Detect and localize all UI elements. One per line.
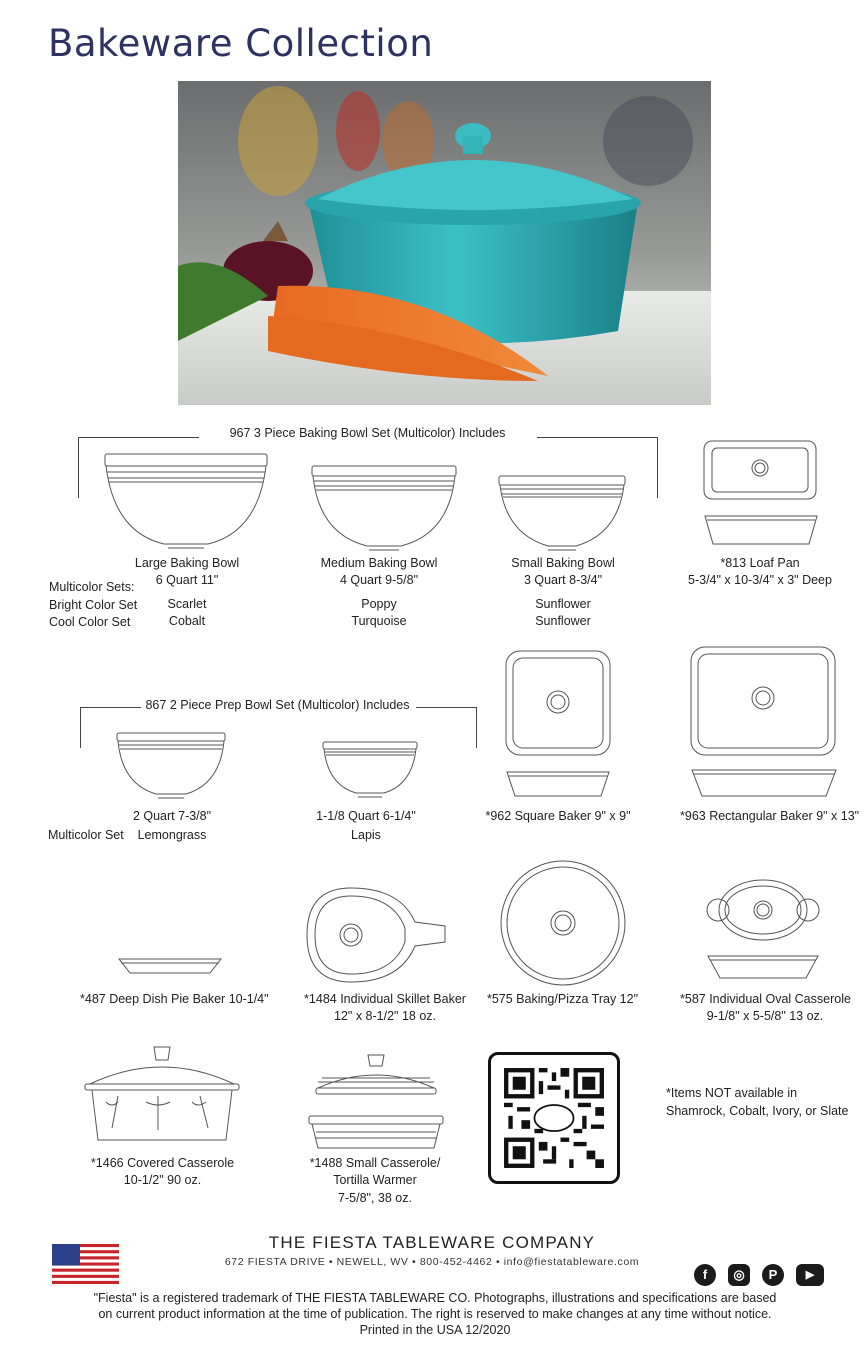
pizza-tray-drawing	[500, 860, 626, 986]
prep-1qt-size: 1-1/8 Quart 6-1/4"	[316, 809, 416, 823]
small-bowl-cool: Sunflower	[535, 614, 591, 628]
youtube-icon[interactable]: ▶	[796, 1264, 824, 1286]
small-bowl-size: 3 Quart 8-3/4"	[523, 573, 603, 587]
skillet-baker-drawing	[305, 884, 445, 986]
product-photo	[178, 81, 711, 405]
prep-1qt-color: Lapis	[351, 828, 381, 842]
oval-casserole-name: *587 Individual Oval Casserole	[680, 992, 851, 1006]
prep-bowl-2qt-drawing	[116, 732, 226, 800]
covered-casserole-size: 10-1/2" 90 oz.	[123, 1173, 202, 1187]
set967-heading: 967 3 Piece Baking Bowl Set (Multicolor) Includes	[229, 426, 506, 440]
small-bowl-bright: Sunflower	[535, 597, 591, 611]
prep-bowl-1qt-drawing	[322, 741, 418, 799]
prep-2qt-size: 2 Quart 7-3/8"	[132, 809, 212, 823]
large-baking-bowl-drawing	[104, 452, 268, 550]
legal-line1: "Fiesta" is a registered trademark of THE FIESTA TABLEWARE CO. Photographs, illustrations and specifications are based	[93, 1291, 777, 1305]
small-casserole-line1: *1488 Small Casserole/	[309, 1156, 441, 1170]
set867-heading: 867 2 Piece Prep Bowl Set (Multicolor) Includes	[145, 698, 410, 712]
skillet-baker-name: *1484 Individual Skillet Baker	[304, 992, 466, 1006]
pie-baker-name: *487 Deep Dish Pie Baker 10-1/4"	[80, 992, 269, 1006]
availability-note-line1: *Items NOT available in	[666, 1086, 798, 1100]
medium-bowl-name: Medium Baking Bowl	[320, 556, 438, 570]
square-baker-name: *962 Square Baker 9" x 9"	[485, 809, 631, 823]
multicolor-sets-label: Multicolor Sets:	[49, 580, 135, 594]
loaf-pan-drawing	[703, 440, 821, 548]
page-title: Bakeware Collection	[48, 22, 434, 65]
skillet-baker-size: 12" x 8-1/2" 18 oz.	[334, 1009, 436, 1023]
small-baking-bowl-drawing	[498, 474, 626, 552]
legal-line3: Printed in the USA 12/2020	[359, 1323, 511, 1337]
company-name: THE FIESTA TABLEWARE COMPANY	[268, 1233, 596, 1252]
covered-casserole-name: *1466 Covered Casserole	[90, 1156, 235, 1170]
medium-bowl-bright: Poppy	[361, 597, 397, 611]
cool-set-label: Cool Color Set	[49, 615, 131, 629]
small-casserole-drawing	[308, 1054, 444, 1150]
medium-bowl-cool: Turquoise	[351, 614, 407, 628]
small-casserole-line2: Tortilla Warmer	[333, 1173, 417, 1187]
rectangular-baker-drawing	[690, 646, 838, 798]
loaf-pan-size: 5-3/4" x 10-3/4" x 3" Deep	[688, 573, 832, 587]
legal-text	[30, 1290, 840, 1338]
set867-bracket-right	[416, 707, 477, 748]
qr-code[interactable]	[488, 1052, 620, 1184]
large-bowl-cool: Cobalt	[168, 614, 206, 628]
small-casserole-line3: 7-5/8", 38 oz.	[338, 1191, 412, 1205]
small-bowl-name: Small Baking Bowl	[511, 556, 615, 570]
large-bowl-bright: Scarlet	[167, 597, 207, 611]
oval-casserole-drawing	[706, 878, 820, 982]
medium-baking-bowl-drawing	[311, 464, 457, 552]
large-bowl-size: 6 Quart 11"	[155, 573, 219, 587]
covered-casserole-drawing	[84, 1046, 240, 1144]
rectangular-baker-name: *963 Rectangular Baker 9" x 13"	[680, 809, 860, 823]
prep-2qt-color: Lemongrass	[137, 828, 207, 842]
medium-bowl-size: 4 Quart 9-5/8"	[339, 573, 419, 587]
pinterest-icon[interactable]: P	[762, 1264, 784, 1286]
legal-line2: on current product information at the time of publication. The right is reserved to make changes at any time without notice.	[98, 1307, 772, 1321]
facebook-icon[interactable]: f	[694, 1264, 716, 1286]
loaf-pan-name: *813 Loaf Pan	[720, 556, 800, 570]
multicolor-set-label: Multicolor Set	[48, 828, 124, 842]
pizza-tray-name: *575 Baking/Pizza Tray 12"	[486, 992, 639, 1006]
large-bowl-name: Large Baking Bowl	[134, 556, 240, 570]
availability-note-line2: Shamrock, Cobalt, Ivory, or Slate	[666, 1104, 849, 1118]
square-baker-drawing	[505, 650, 613, 800]
oval-casserole-size: 9-1/8" x 5-5/8" 13 oz.	[706, 1009, 824, 1023]
bright-set-label: Bright Color Set	[49, 598, 138, 612]
company-address: 672 FIESTA DRIVE • NEWELL, WV • 800-452-4462 • info@fiestatableware.com	[224, 1256, 640, 1268]
instagram-icon[interactable]: ◎	[728, 1264, 750, 1286]
pie-baker-drawing	[118, 955, 222, 977]
